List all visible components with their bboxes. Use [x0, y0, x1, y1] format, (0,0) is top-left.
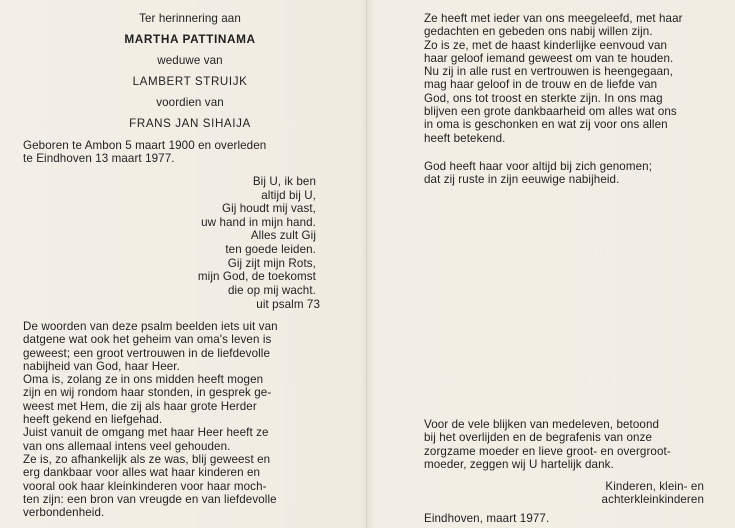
- body-line: nabijheid van God, haar Heer.: [23, 359, 180, 373]
- paragraph-line: heeft betekend.: [424, 131, 506, 145]
- paragraph-line: God heeft haar voor altijd bij zich genomen;: [424, 160, 653, 173]
- poem-line: Gij zijt mijn Rots,: [227, 256, 316, 270]
- deceased-name: MARTHA PATTINAMA: [124, 32, 256, 46]
- thanks-paragraph: [424, 418, 671, 471]
- paragraph-line: in oma is geschonken en wat zij voor ons allen: [424, 118, 668, 132]
- poem-line: Alles zult Gij: [250, 229, 316, 243]
- signature-line: achterkleinkinderen: [601, 493, 704, 507]
- paragraph-line: Ze heeft met ieder van ons meegeleefd, met haar: [424, 12, 683, 25]
- paragraph-line: God, ons tot troost en sterkte zijn. In ons mag: [424, 91, 663, 105]
- card-fold: [366, 0, 367, 528]
- poem-line: altijd bij U,: [261, 188, 316, 202]
- body-line: erg dankbaar voor alles wat haar kinderen en: [23, 466, 261, 480]
- poem-line: Gij houdt mij vast,: [221, 202, 316, 216]
- body-line: Oma is, zolang ze in ons midden heeft mogen: [23, 373, 264, 387]
- thanks-line: Voor de vele blijken van medeleven, betoond: [424, 418, 660, 431]
- poem-line: ten goede leiden.: [225, 242, 316, 256]
- formerly-label: voordien van: [156, 96, 224, 109]
- body-line: geweest; een groot vertrouwen in de liefdevolle: [23, 346, 271, 360]
- body-line: heeft gekend en liefgehad.: [23, 413, 163, 427]
- birth-death-line: te Eindhoven 13 maart 1977.: [23, 152, 175, 166]
- poem-line: die op mij wacht.: [227, 283, 316, 297]
- signature-line: Kinderen, klein- en: [605, 480, 704, 493]
- body-line: van ons allemaal intens veel gehouden.: [23, 439, 231, 453]
- paragraph-line: Zo is ze, met de haast kinderlijke eenvoud van: [424, 38, 668, 52]
- thanks-line: zorgzame moeder en lieve groot- en overgroot-: [424, 444, 671, 458]
- body-line: verbondenheid.: [23, 506, 105, 520]
- paragraph-line: blijven een grote dankbaarheid om alles wat ons: [424, 105, 677, 119]
- widow-of-label: weduwe van: [157, 54, 223, 67]
- body-line: datgene wat ook het geheim van oma's leven is: [23, 333, 272, 347]
- psalm-poem: [120, 175, 316, 297]
- body-line: vooral ook haar kleinkinderen voor haar moch-: [23, 479, 267, 493]
- right-paragraph-1: [424, 12, 683, 145]
- poem-line: mijn God, de toekomst: [197, 270, 316, 284]
- paragraph-line: haar geloof iemand geweest om van te houden.: [424, 51, 674, 65]
- husband-name: LAMBERT STRUIJK: [132, 75, 248, 88]
- poem-line: Bij U, ik ben: [252, 175, 316, 188]
- body-line: zijn en wij rondom haar stonden, in gesprek ge-: [23, 386, 272, 400]
- intro-line: Ter herinnering aan: [139, 12, 241, 25]
- body-line: Juist vanuit de omgang met haar Heer heeft ze: [23, 426, 269, 440]
- birth-death-line: Geboren te Ambon 5 maart 1900 en overleden: [23, 139, 267, 152]
- family-signature: [540, 480, 704, 507]
- right-paragraph-2: [424, 160, 652, 187]
- body-line: ten zijn: een bron van vreugde en van liefdevolle: [23, 492, 277, 506]
- thanks-line: moeder, zeggen wij U hartelijk dank.: [424, 457, 614, 471]
- left-body-text: [23, 320, 278, 519]
- body-line: weest met Hem, die zij als haar grote Herder: [23, 399, 257, 413]
- paragraph-line: Nu zij in alle rust en vertrouwen is heengegaan,: [424, 65, 674, 79]
- paragraph-line: gedachten en gebeden ons nabij willen zijn.: [424, 25, 653, 39]
- thanks-line: bij het overlijden en de begrafenis van onze: [424, 431, 653, 445]
- poem-source: uit psalm 73: [256, 298, 320, 311]
- first-husband-name: FRANS JAN SIHAIJA: [129, 117, 251, 130]
- body-line: Ze is, zo afhankelijk als ze was, blij geweest en: [23, 452, 271, 466]
- poem-line: uw hand in mijn hand.: [201, 215, 316, 229]
- place-date: Eindhoven, maart 1977.: [424, 512, 550, 525]
- body-line: De woorden van deze psalm beelden iets uit van: [23, 320, 278, 333]
- birth-death-text: [23, 139, 266, 165]
- paragraph-line: mag haar geloof in de trouw en de liefde van: [424, 78, 658, 92]
- paragraph-line: dat zij ruste in zijn eeuwige nabijheid.: [424, 173, 620, 187]
